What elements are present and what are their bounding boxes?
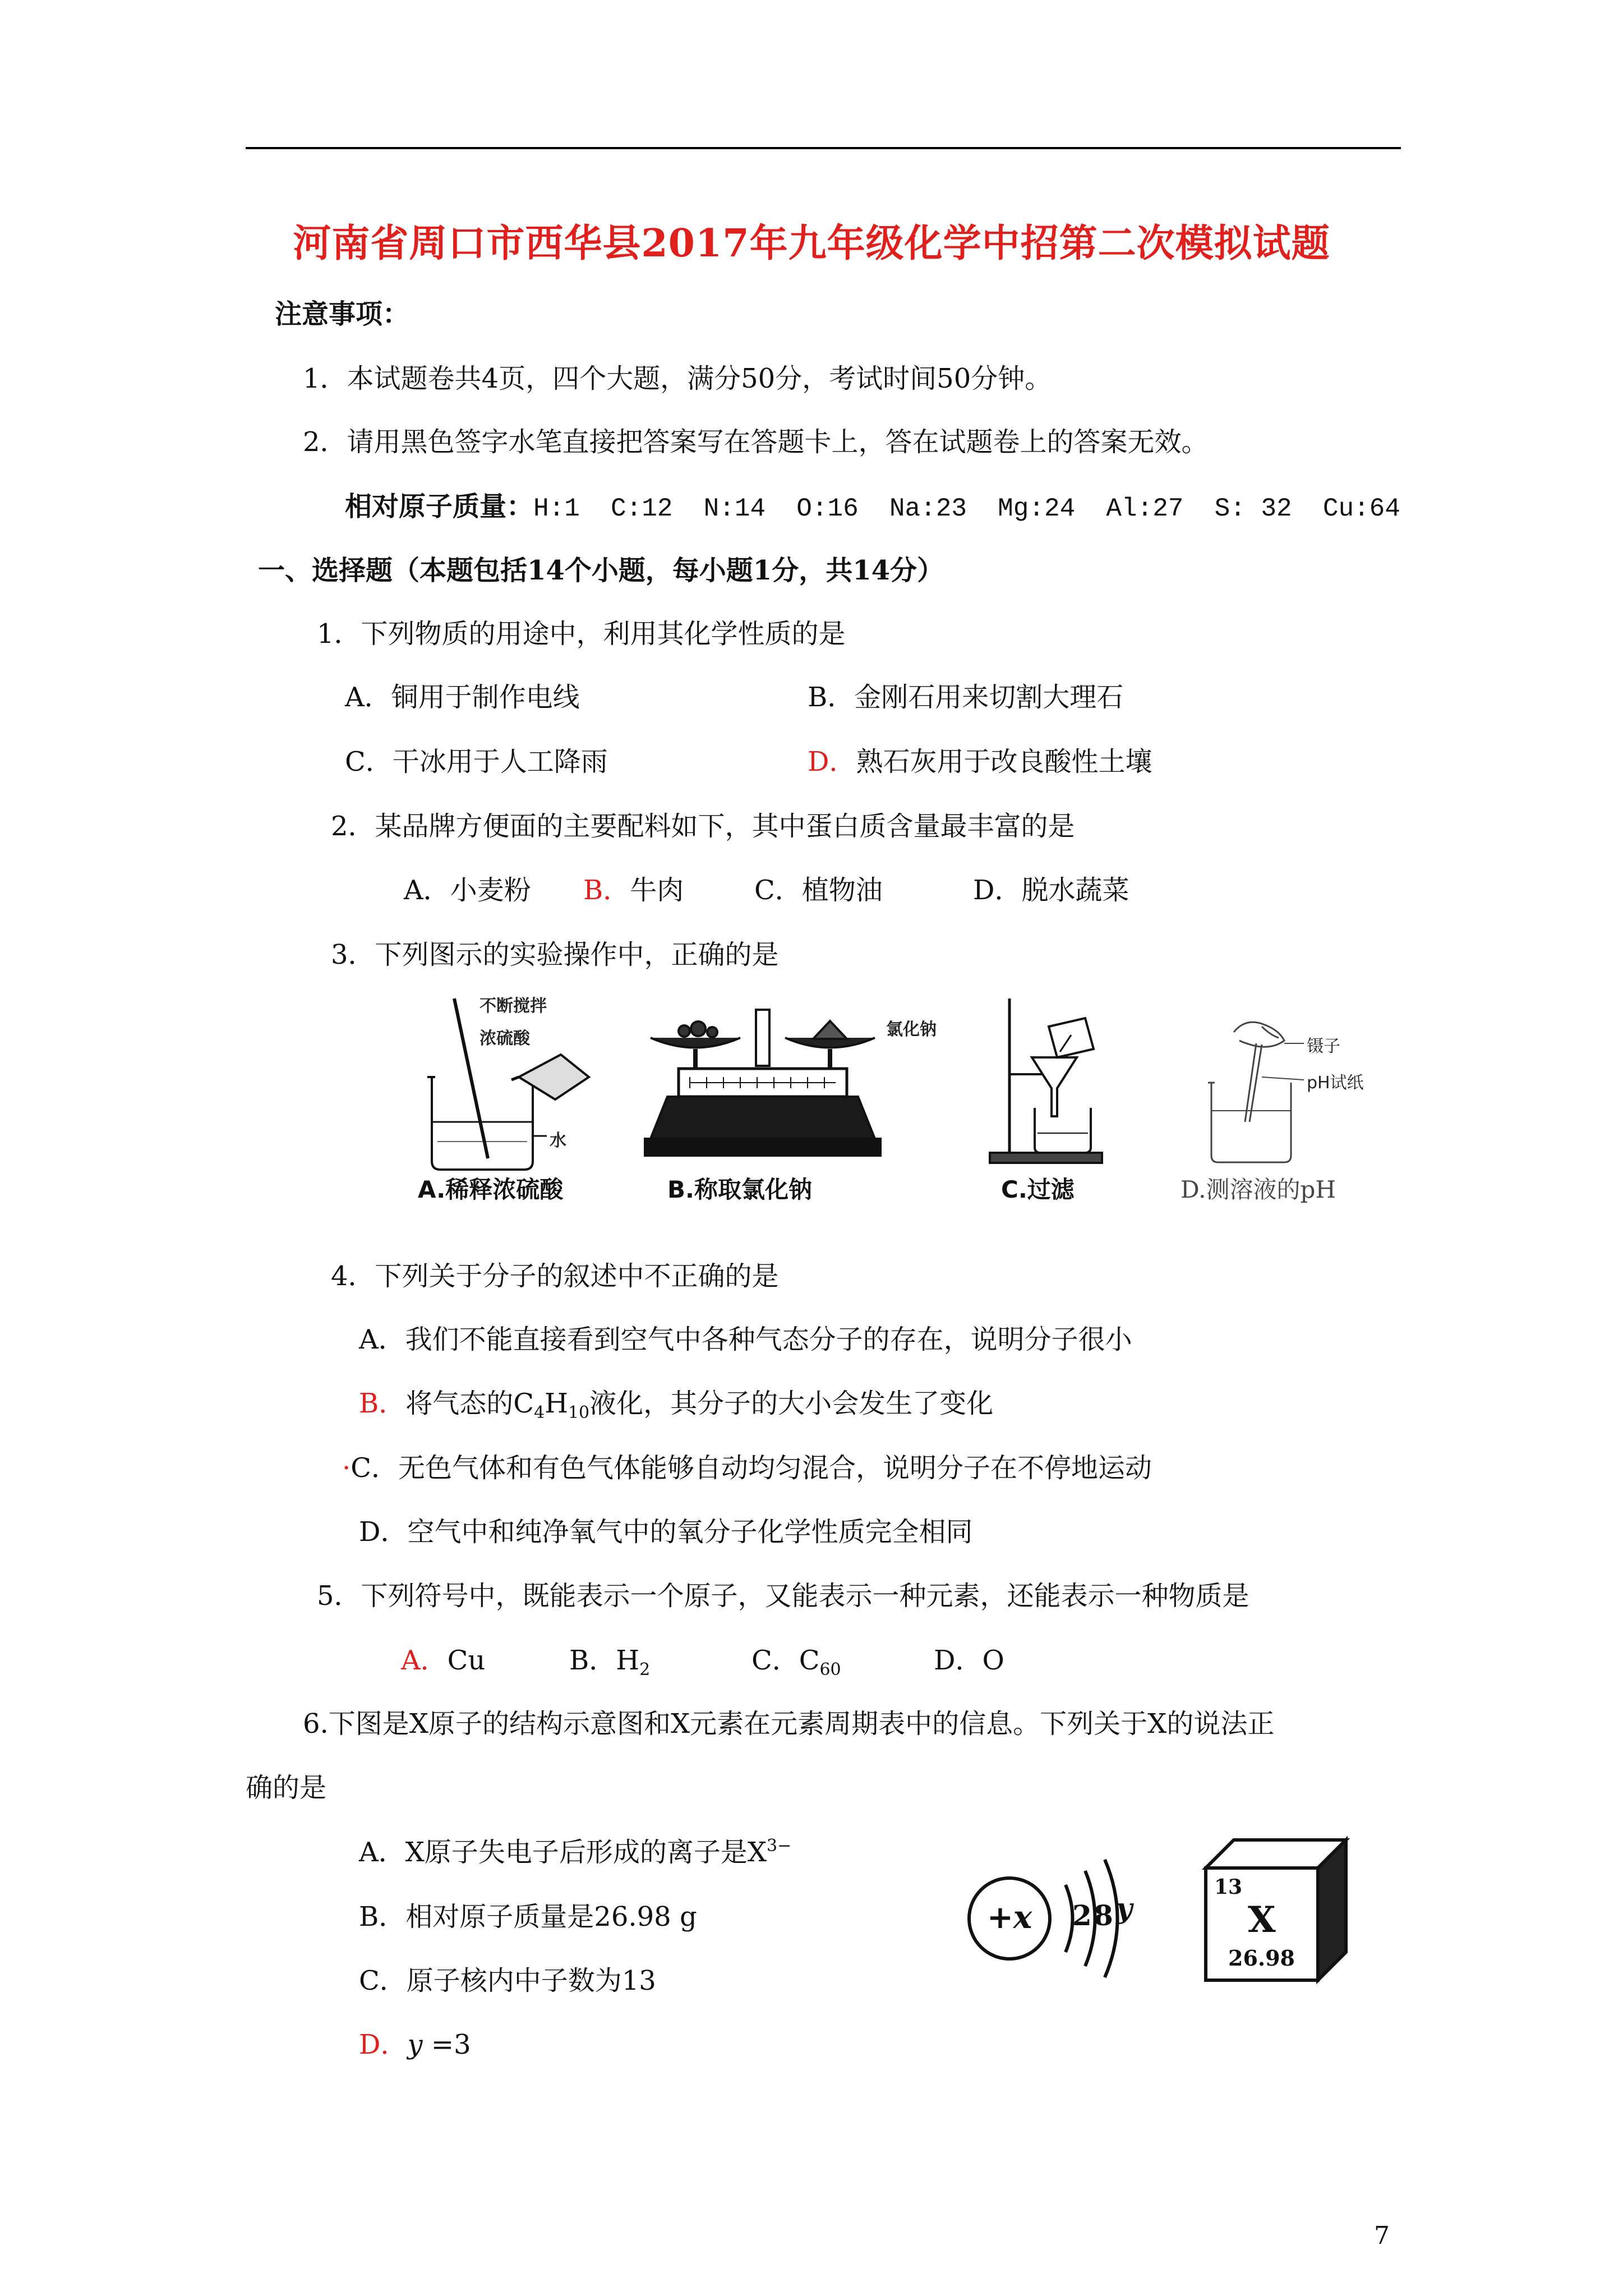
q1-answer-letter: D． [808,746,856,777]
q6-a-sup: 3− [767,1836,792,1856]
atomic-mass-values: H:1 C:12 N:14 O:16 Na:23 Mg:24 Al:27 S: 32 Cu:64 [533,494,1400,523]
q6-option-d [359,2028,471,2062]
q6-a-text: A．X原子失电子后形成的离子是X [359,1837,767,1868]
q4-stem: 4．下列关于分子的叙述中不正确的是 [331,1260,779,1292]
q3-stem: 3．下列图示的实验操作中，正确的是 [331,939,779,970]
q6-stem-line-2: 确的是 [246,1772,327,1803]
q2-option-b [583,873,684,907]
periodic-cell-diagram [1195,1834,1357,1997]
q2-option-c: C．植物油 [754,875,883,906]
q1-option-a: A．铜用于制作电线 [345,682,580,713]
cell-atomic-number: 13 [1214,1875,1243,1899]
q5-answer-letter: A． [401,1645,448,1676]
q5-option-d: D．O [934,1645,1004,1676]
q6-d-var: y [407,2029,423,2060]
q1-stem: 1．下列物质的用途中，利用其化学性质的是 [317,618,846,650]
fig-a-label-water: 水 [550,1131,566,1151]
q1-option-d-text: 熟石灰用于改良酸性土壤 [856,746,1152,777]
fig-d-label-ph-paper: pH试纸 [1307,1073,1364,1093]
fig-a-label-stir: 不断搅拌 [479,996,547,1016]
q5-c-sub: 60 [819,1660,841,1680]
q5-option-a [401,1644,485,1677]
q1-option-b: B．金刚石用来切割大理石 [808,682,1124,713]
q4-b-text-2: H [545,1388,568,1419]
q4-option-c-text: C．无色气体和有色气体能够自动均匀混合，说明分子在不停地运动 [351,1452,1152,1484]
figure-dilute-acid [415,993,600,1178]
atom-shell-3: y [1116,1892,1133,1925]
notes-heading: 注意事项： [275,298,410,330]
q2-option-b-text: 牛肉 [630,875,684,906]
q6-d-text: =3 [422,2029,471,2060]
q2-option-d: D．脱水蔬菜 [973,875,1129,906]
q4-b-sub-1: 4 [534,1403,545,1423]
q2-answer-letter: B． [583,875,630,906]
q4-c-dot: · [342,1452,351,1484]
atom-shell-1: 2 [1072,1899,1092,1932]
fig-d-caption: D.测溶液的pH [1181,1176,1336,1203]
q4-option-b [359,1387,994,1423]
fig-a-label-acid: 浓硫酸 [479,1029,530,1048]
q6-option-b: B．相对原子质量是26.98 g [359,1901,697,1932]
fig-b-caption: B.称取氯化钠 [667,1176,812,1203]
atomic-mass-label: 相对原子质量： [345,491,534,522]
q6-option-a [359,1835,791,1869]
atomic-mass-line [345,490,1400,526]
atom-shell-2: 8 [1094,1899,1113,1932]
q4-option-d: D．空气中和纯净氧气中的氧分子化学性质完全相同 [359,1516,973,1548]
atom-nucleus-label: +x [987,1899,1032,1936]
notes-item-2: 2．请用黑色签字水笔直接把答案写在答题卡上，答在试题卷上的答案无效。 [303,426,1209,458]
cell-symbol: X [1248,1899,1276,1941]
fig-a-caption: A.稀释浓硫酸 [418,1176,564,1203]
q5-option-a-text: Cu [447,1645,486,1676]
q4-answer-letter: B． [359,1388,406,1419]
q5-c-text: C．C [751,1645,820,1676]
q5-option-b [569,1644,651,1680]
figure-filtration [987,996,1133,1170]
q2-stem: 2．某品牌方便面的主要配料如下，其中蛋白质含量最丰富的是 [331,811,1075,842]
section-1-heading: 一、选择题（本题包括14个小题，每小题1分，共14分） [258,555,944,586]
fig-d-label-tweezers: 镊子 [1307,1037,1340,1056]
fig-c-caption: C.过滤 [1001,1176,1075,1203]
figure-balance [645,1004,892,1167]
q5-b-sub: 2 [639,1660,651,1680]
q4-b-sub-2: 10 [568,1403,590,1423]
q6-stem-line-1: 6.下图是X原子的结构示意图和X元素在元素周期表中的信息。下列关于X的说法正 [303,1708,1275,1740]
q4-option-a: A．我们不能直接看到空气中各种气态分子的存在，说明分子很小 [359,1324,1132,1355]
q2-option-a: A．小麦粉 [404,875,531,906]
cell-atomic-mass: 26.98 [1228,1945,1295,1971]
top-rule [246,147,1401,149]
q5-option-c [751,1644,841,1680]
page-number: 7 [1374,2221,1390,2250]
q6-answer-letter: D． [359,2029,408,2060]
q4-b-text-3: 液化，其分子的大小会发生了变化 [589,1388,994,1419]
page-title: 河南省周口市西华县2017年九年级化学中招第二次模拟试题 [293,221,1330,266]
notes-item-1: 1．本试题卷共4页，四个大题，满分50分，考试时间50分钟。 [303,363,1052,394]
q1-option-c: C．干冰用于人工降雨 [345,746,608,777]
q5-stem: 5．下列符号中，既能表示一个原子，又能表示一种元素，还能表示一种物质是 [317,1580,1249,1612]
q1-option-d [808,745,1152,779]
fig-b-label-nacl: 氯化钠 [886,1020,937,1039]
q4-option-c [342,1451,1152,1485]
q6-option-c: C．原子核内中子数为13 [359,1965,656,1996]
q4-b-text-1: 将气态的C [405,1388,534,1419]
q5-b-text: B．H [569,1645,640,1676]
